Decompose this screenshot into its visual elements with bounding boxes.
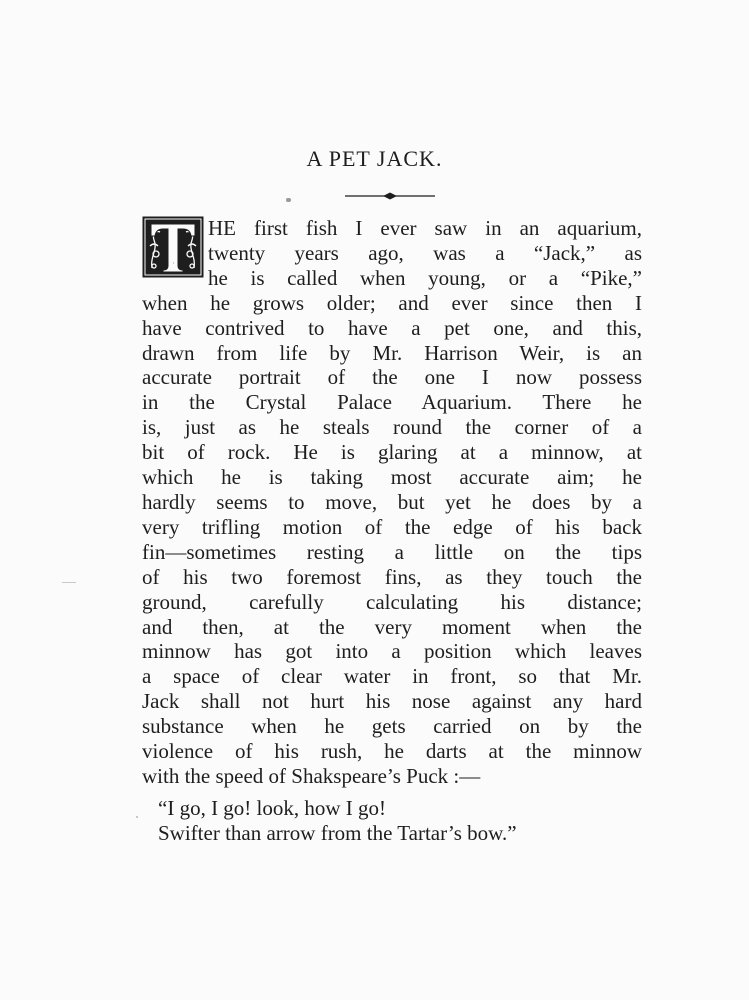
text-line: which he is taking most accurate aim; he bbox=[142, 465, 642, 490]
text-line: he is called when young, or a “Pike,” bbox=[208, 265, 642, 290]
text-line: HE first fish I ever saw in an aquarium, bbox=[208, 216, 642, 240]
margin-mark bbox=[62, 582, 76, 583]
paragraph bbox=[142, 216, 642, 789]
drop-cap-t bbox=[142, 216, 204, 278]
text-line: Jack shall not hurt his nose against any hard bbox=[142, 689, 642, 714]
print-speck bbox=[286, 198, 291, 202]
text-line: with the speed of Shakspeare’s Puck :— bbox=[142, 763, 481, 788]
text-line: drawn from life by Mr. Harrison Weir, is an bbox=[142, 340, 642, 365]
text-line: of his two foremost fins, as they touch the bbox=[142, 564, 642, 589]
text-line: is, just as he steals round the corner of a bbox=[142, 415, 642, 440]
text-line: hardly seems to move, but yet he does by a bbox=[142, 489, 642, 514]
chapter-title: A PET JACK. bbox=[306, 146, 443, 171]
text-line: twenty years ago, was a “Jack,” as bbox=[208, 240, 642, 265]
svg-text:T: T bbox=[173, 263, 175, 265]
text-line: a space of clear water in front, so that Mr. bbox=[142, 664, 642, 689]
text-line: minnow has got into a position which leaves bbox=[142, 639, 642, 664]
text-line: violence of his rush, he darts at the minnow bbox=[142, 739, 642, 764]
text-line: have contrived to have a pet one, and this, bbox=[142, 315, 642, 340]
text-line: accurate portrait of the one I now possess bbox=[142, 365, 642, 390]
text-line: and then, at the very moment when the bbox=[142, 614, 642, 639]
text-line: when he grows older; and ever since then I bbox=[142, 290, 642, 315]
text-line: fin—sometimes resting a little on the tips bbox=[142, 539, 642, 564]
verse-line: Swifter than arrow from the Tartar’s bow.” bbox=[158, 821, 517, 845]
text-line: ground, carefully calculating his distance; bbox=[142, 589, 642, 614]
text-line: very trifling motion of the edge of his back bbox=[142, 514, 642, 539]
margin-mark bbox=[136, 816, 138, 818]
text-line: substance when he gets carried on by the bbox=[142, 714, 642, 739]
text-line: bit of rock. He is glaring at a minnow, at bbox=[142, 440, 642, 465]
verse-line: “I go, I go! look, how I go! bbox=[158, 796, 387, 820]
title-ornament bbox=[345, 192, 435, 200]
text-line: in the Crystal Palace Aquarium. There he bbox=[142, 390, 642, 415]
